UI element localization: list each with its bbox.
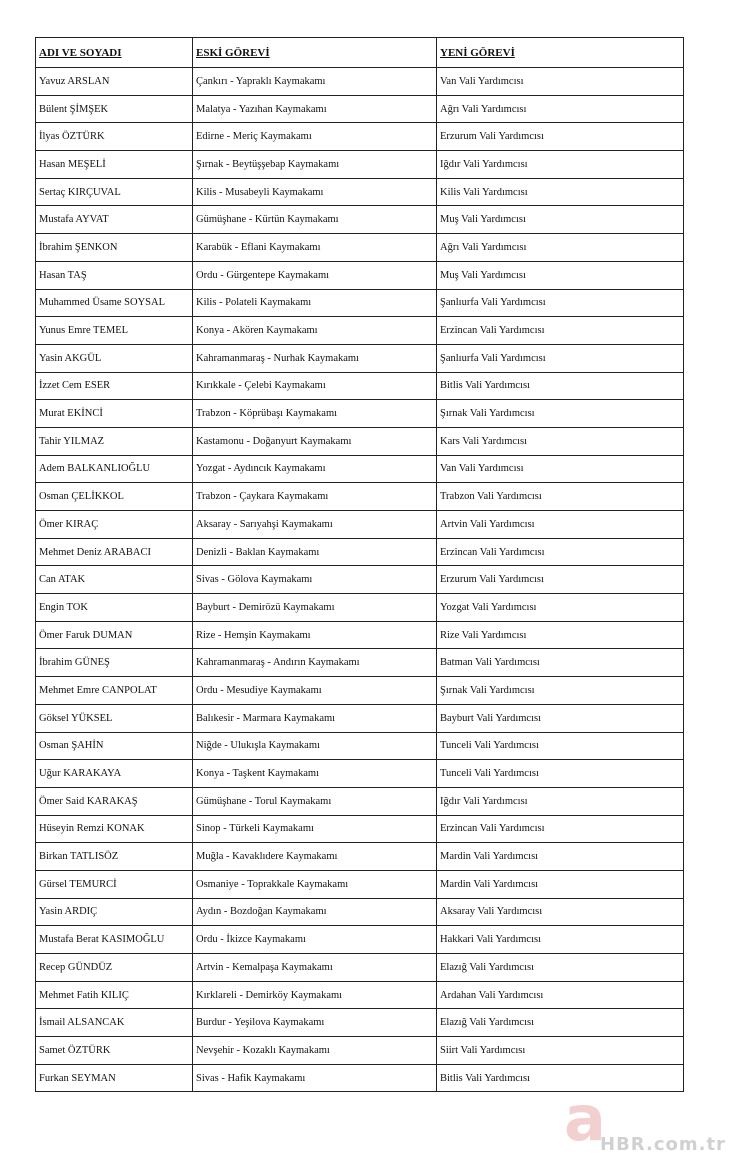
cell-name: Uğur KARAKAYA — [36, 760, 193, 788]
cell-name: Hasan MEŞELİ — [36, 151, 193, 179]
cell-new-duty: Rize Vali Yardımcısı — [437, 621, 684, 649]
cell-old-duty: Kırıkkale - Çelebi Kaymakamı — [193, 372, 437, 400]
cell-name: Yasin AKGÜL — [36, 344, 193, 372]
cell-new-duty: Trabzon Vali Yardımcısı — [437, 483, 684, 511]
table-row — [36, 787, 684, 815]
watermark-letter: a — [564, 1082, 606, 1155]
header-old-duty: ESKİ GÖREVİ — [193, 38, 437, 68]
table-row — [36, 95, 684, 123]
table-row — [36, 677, 684, 705]
table-row — [36, 344, 684, 372]
header-new-duty: YENİ GÖREVİ — [437, 38, 684, 68]
cell-name: Bülent ŞİMŞEK — [36, 95, 193, 123]
cell-old-duty: Bayburt - Demirözü Kaymakamı — [193, 594, 437, 622]
cell-new-duty: Batman Vali Yardımcısı — [437, 649, 684, 677]
table-row — [36, 981, 684, 1009]
cell-old-duty: Ordu - Mesudiye Kaymakamı — [193, 677, 437, 705]
cell-old-duty: Sinop - Türkeli Kaymakamı — [193, 815, 437, 843]
cell-old-duty: Karabük - Eflani Kaymakamı — [193, 234, 437, 262]
cell-old-duty: Muğla - Kavaklıdere Kaymakamı — [193, 843, 437, 871]
cell-old-duty: Balıkesir - Marmara Kaymakamı — [193, 704, 437, 732]
cell-new-duty: Van Vali Yardımcısı — [437, 68, 684, 96]
cell-old-duty: Niğde - Ulukışla Kaymakamı — [193, 732, 437, 760]
table-row — [36, 151, 684, 179]
cell-old-duty: Çankırı - Yapraklı Kaymakamı — [193, 68, 437, 96]
cell-old-duty: Kastamonu - Doğanyurt Kaymakamı — [193, 427, 437, 455]
watermark-logo — [560, 1082, 726, 1160]
cell-name: Sertaç KIRÇUVAL — [36, 178, 193, 206]
cell-old-duty: Trabzon - Köprübaşı Kaymakamı — [193, 400, 437, 428]
table-row — [36, 123, 684, 151]
cell-old-duty: Gümüşhane - Torul Kaymakamı — [193, 787, 437, 815]
cell-old-duty: Yozgat - Aydıncık Kaymakamı — [193, 455, 437, 483]
cell-name: Furkan SEYMAN — [36, 1064, 193, 1092]
cell-name: İzzet Cem ESER — [36, 372, 193, 400]
header-row — [36, 38, 684, 68]
table-row — [36, 1009, 684, 1037]
cell-name: Mehmet Fatih KILIÇ — [36, 981, 193, 1009]
cell-old-duty: Aydın - Bozdoğan Kaymakamı — [193, 898, 437, 926]
cell-new-duty: Tunceli Vali Yardımcısı — [437, 732, 684, 760]
cell-old-duty: Malatya - Yazıhan Kaymakamı — [193, 95, 437, 123]
watermark-text: HBR.com.tr — [600, 1134, 726, 1155]
cell-new-duty: Erzincan Vali Yardımcısı — [437, 317, 684, 345]
table-body — [36, 68, 684, 1092]
table-row — [36, 815, 684, 843]
cell-new-duty: Elazığ Vali Yardımcısı — [437, 1009, 684, 1037]
cell-name: Mustafa Berat KASIMOĞLU — [36, 926, 193, 954]
cell-name: Can ATAK — [36, 566, 193, 594]
table-row — [36, 649, 684, 677]
table-row — [36, 455, 684, 483]
table-row — [36, 926, 684, 954]
cell-name: Birkan TATLISÖZ — [36, 843, 193, 871]
cell-new-duty: Kars Vali Yardımcısı — [437, 427, 684, 455]
cell-name: İbrahim GÜNEŞ — [36, 649, 193, 677]
cell-new-duty: Erzincan Vali Yardımcısı — [437, 538, 684, 566]
cell-name: Yasin ARDIÇ — [36, 898, 193, 926]
cell-new-duty: Bayburt Vali Yardımcısı — [437, 704, 684, 732]
cell-new-duty: Tunceli Vali Yardımcısı — [437, 760, 684, 788]
table-row — [36, 483, 684, 511]
cell-old-duty: Konya - Taşkent Kaymakamı — [193, 760, 437, 788]
cell-new-duty: Elazığ Vali Yardımcısı — [437, 954, 684, 982]
table-row — [36, 400, 684, 428]
table-row — [36, 870, 684, 898]
table-row — [36, 317, 684, 345]
cell-new-duty: Şanlıurfa Vali Yardımcısı — [437, 289, 684, 317]
table-row — [36, 234, 684, 262]
cell-old-duty: Burdur - Yeşilova Kaymakamı — [193, 1009, 437, 1037]
cell-old-duty: Denizli - Baklan Kaymakamı — [193, 538, 437, 566]
cell-old-duty: Edirne - Meriç Kaymakamı — [193, 123, 437, 151]
table-row — [36, 261, 684, 289]
table-row — [36, 289, 684, 317]
cell-old-duty: Sivas - Gölova Kaymakamı — [193, 566, 437, 594]
cell-new-duty: Muş Vali Yardımcısı — [437, 261, 684, 289]
cell-name: Osman ÇELİKKOL — [36, 483, 193, 511]
cell-old-duty: Artvin - Kemalpaşa Kaymakamı — [193, 954, 437, 982]
cell-name: Adem BALKANLIOĞLU — [36, 455, 193, 483]
cell-new-duty: Ardahan Vali Yardımcısı — [437, 981, 684, 1009]
cell-old-duty: Konya - Akören Kaymakamı — [193, 317, 437, 345]
cell-name: Mustafa AYVAT — [36, 206, 193, 234]
cell-name: Hüseyin Remzi KONAK — [36, 815, 193, 843]
cell-old-duty: Kilis - Musabeyli Kaymakamı — [193, 178, 437, 206]
cell-name: Samet ÖZTÜRK — [36, 1037, 193, 1065]
cell-new-duty: Mardin Vali Yardımcısı — [437, 870, 684, 898]
table-row — [36, 954, 684, 982]
table-row — [36, 1037, 684, 1065]
cell-new-duty: Muş Vali Yardımcısı — [437, 206, 684, 234]
cell-new-duty: Siirt Vali Yardımcısı — [437, 1037, 684, 1065]
table-row — [36, 68, 684, 96]
table-row — [36, 732, 684, 760]
cell-old-duty: Kahramanmaraş - Nurhak Kaymakamı — [193, 344, 437, 372]
table-row — [36, 843, 684, 871]
cell-new-duty: Kilis Vali Yardımcısı — [437, 178, 684, 206]
table-row — [36, 898, 684, 926]
cell-old-duty: Ordu - İkizce Kaymakamı — [193, 926, 437, 954]
cell-name: Muhammed Üsame SOYSAL — [36, 289, 193, 317]
cell-name: Ömer KIRAÇ — [36, 511, 193, 539]
table-row — [36, 511, 684, 539]
table-row — [36, 760, 684, 788]
cell-new-duty: Şanlıurfa Vali Yardımcısı — [437, 344, 684, 372]
cell-new-duty: Bitlis Vali Yardımcısı — [437, 372, 684, 400]
table-row — [36, 621, 684, 649]
table-row — [36, 372, 684, 400]
cell-new-duty: Hakkari Vali Yardımcısı — [437, 926, 684, 954]
cell-new-duty: Mardin Vali Yardımcısı — [437, 843, 684, 871]
cell-old-duty: Rize - Hemşin Kaymakamı — [193, 621, 437, 649]
cell-name: İsmail ALSANCAK — [36, 1009, 193, 1037]
cell-old-duty: Kahramanmaraş - Andırın Kaymakamı — [193, 649, 437, 677]
cell-old-duty: Osmaniye - Toprakkale Kaymakamı — [193, 870, 437, 898]
cell-old-duty: Ordu - Gürgentepe Kaymakamı — [193, 261, 437, 289]
cell-new-duty: Van Vali Yardımcısı — [437, 455, 684, 483]
cell-new-duty: Iğdır Vali Yardımcısı — [437, 787, 684, 815]
cell-new-duty: Erzincan Vali Yardımcısı — [437, 815, 684, 843]
cell-name: Engin TOK — [36, 594, 193, 622]
table-row — [36, 427, 684, 455]
cell-old-duty: Sivas - Hafik Kaymakamı — [193, 1064, 437, 1092]
cell-new-duty: Iğdır Vali Yardımcısı — [437, 151, 684, 179]
cell-name: İbrahim ŞENKON — [36, 234, 193, 262]
cell-name: Göksel YÜKSEL — [36, 704, 193, 732]
cell-new-duty: Ağrı Vali Yardımcısı — [437, 95, 684, 123]
cell-new-duty: Şırnak Vali Yardımcısı — [437, 400, 684, 428]
table-row — [36, 704, 684, 732]
table-row — [36, 178, 684, 206]
cell-old-duty: Kırklareli - Demirköy Kaymakamı — [193, 981, 437, 1009]
cell-new-duty: Bitlis Vali Yardımcısı — [437, 1064, 684, 1092]
cell-new-duty: Artvin Vali Yardımcısı — [437, 511, 684, 539]
cell-new-duty: Yozgat Vali Yardımcısı — [437, 594, 684, 622]
cell-name: Ömer Faruk DUMAN — [36, 621, 193, 649]
cell-new-duty: Erzurum Vali Yardımcısı — [437, 566, 684, 594]
appointments-table — [35, 37, 684, 1092]
cell-old-duty: Gümüşhane - Kürtün Kaymakamı — [193, 206, 437, 234]
cell-new-duty: Şırnak Vali Yardımcısı — [437, 677, 684, 705]
cell-new-duty: Ağrı Vali Yardımcısı — [437, 234, 684, 262]
cell-old-duty: Şırnak - Beytüşşebap Kaymakamı — [193, 151, 437, 179]
cell-old-duty: Trabzon - Çaykara Kaymakamı — [193, 483, 437, 511]
cell-name: Hasan TAŞ — [36, 261, 193, 289]
cell-old-duty: Kilis - Polateli Kaymakamı — [193, 289, 437, 317]
cell-name: Mehmet Deniz ARABACI — [36, 538, 193, 566]
cell-new-duty: Aksaray Vali Yardımcısı — [437, 898, 684, 926]
cell-name: Yavuz ARSLAN — [36, 68, 193, 96]
cell-new-duty: Erzurum Vali Yardımcısı — [437, 123, 684, 151]
cell-name: Recep GÜNDÜZ — [36, 954, 193, 982]
cell-old-duty: Aksaray - Sarıyahşi Kaymakamı — [193, 511, 437, 539]
table-row — [36, 206, 684, 234]
cell-name: Mehmet Emre CANPOLAT — [36, 677, 193, 705]
cell-name: Ömer Said KARAKAŞ — [36, 787, 193, 815]
cell-name: İlyas ÖZTÜRK — [36, 123, 193, 151]
cell-name: Gürsel TEMURCİ — [36, 870, 193, 898]
cell-name: Osman ŞAHİN — [36, 732, 193, 760]
table-row — [36, 538, 684, 566]
cell-name: Yunus Emre TEMEL — [36, 317, 193, 345]
cell-name: Tahir YILMAZ — [36, 427, 193, 455]
table-row — [36, 566, 684, 594]
table-row — [36, 594, 684, 622]
cell-old-duty: Nevşehir - Kozaklı Kaymakamı — [193, 1037, 437, 1065]
header-name: ADI VE SOYADI — [36, 38, 193, 68]
cell-name: Murat EKİNCİ — [36, 400, 193, 428]
